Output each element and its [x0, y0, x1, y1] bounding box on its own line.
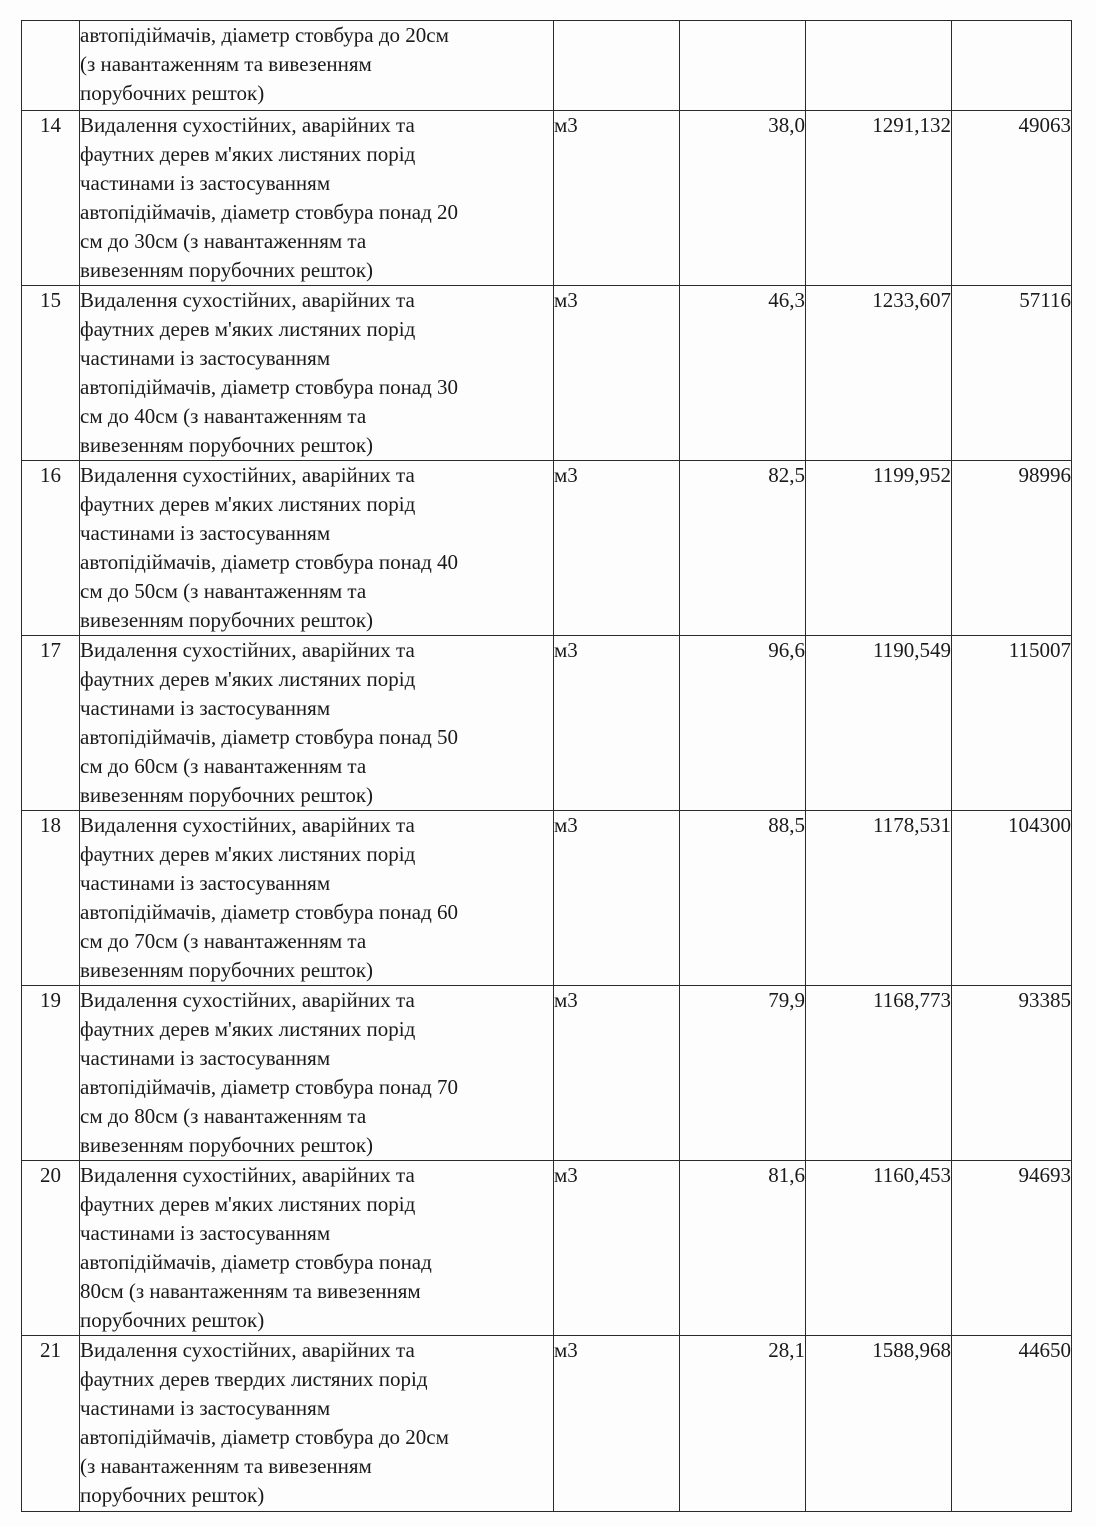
description-line: фаутних дерев м'яких листяних порід: [80, 142, 416, 166]
description-line: вивезенням порубочних решток): [80, 1133, 374, 1157]
work-description-cell: [80, 286, 554, 461]
total-sum-cell: 94693: [952, 1161, 1072, 1336]
row-number-cell: 20: [22, 1161, 80, 1336]
total-sum-cell: [952, 21, 1072, 111]
unit-price-cell: 1168,773: [806, 986, 952, 1161]
row-number-cell: 19: [22, 986, 80, 1161]
description-line: частинами із застосуванням: [80, 1046, 331, 1070]
description-line: частинами із застосуванням: [80, 171, 331, 195]
unit-cell: м3: [554, 1161, 680, 1336]
description-line: см до 80см (з навантаженням та: [80, 1104, 367, 1128]
description-line: автопідіймачів, діаметр стовбура понад 40: [80, 550, 459, 574]
unit-cell: м3: [554, 811, 680, 986]
unit-price-cell: 1291,132: [806, 111, 952, 286]
row-number-cell: 16: [22, 461, 80, 636]
description-line: частинами із застосуванням: [80, 871, 331, 895]
description-line: автопідіймачів, діаметр стовбура понад 30: [80, 375, 459, 399]
description-line: автопідіймачів, діаметр стовбура понад 60: [80, 900, 459, 924]
description-line: (з навантаженням та вивезенням: [80, 52, 372, 76]
row-number-cell: 21: [22, 1336, 80, 1512]
description-line: автопідіймачів, діаметр стовбура понад 20: [80, 200, 459, 224]
total-sum-cell: 57116: [952, 286, 1072, 461]
quantity-cell: 28,1: [680, 1336, 806, 1512]
work-description-cell: [80, 111, 554, 286]
description-line: частинами із застосуванням: [80, 696, 331, 720]
description-line: порубочних решток): [80, 1483, 265, 1507]
row-number-cell: 14: [22, 111, 80, 286]
table-row: [22, 811, 1072, 986]
work-description-cell: [80, 986, 554, 1161]
description-line: см до 30см (з навантаженням та: [80, 229, 367, 253]
unit-price-cell: 1160,453: [806, 1161, 952, 1336]
description-line: фаутних дерев м'яких листяних порід: [80, 1192, 416, 1216]
total-sum-cell: 44650: [952, 1336, 1072, 1512]
work-description-cell: [80, 1161, 554, 1336]
row-number-cell: 18: [22, 811, 80, 986]
quantity-cell: 82,5: [680, 461, 806, 636]
unit-cell: м3: [554, 1336, 680, 1512]
total-sum-cell: 115007: [952, 636, 1072, 811]
description-line: см до 40см (з навантаженням та: [80, 404, 367, 428]
quantity-cell: 81,6: [680, 1161, 806, 1336]
unit-price-cell: 1233,607: [806, 286, 952, 461]
description-line: фаутних дерев м'яких листяних порід: [80, 1017, 416, 1041]
description-line: Видалення сухостійних, аварійних та: [80, 638, 415, 662]
work-description-cell: [80, 636, 554, 811]
unit-cell: [554, 21, 680, 111]
total-sum-cell: 49063: [952, 111, 1072, 286]
table-row: [22, 286, 1072, 461]
description-line: Видалення сухостійних, аварійних та: [80, 113, 415, 137]
description-line: частинами із застосуванням: [80, 521, 331, 545]
description-line: см до 60см (з навантаженням та: [80, 754, 367, 778]
work-description-cell: [80, 811, 554, 986]
description-line: вивезенням порубочних решток): [80, 783, 374, 807]
description-line: (з навантаженням та вивезенням: [80, 1454, 372, 1478]
description-line: Видалення сухостійних, аварійних та: [80, 988, 415, 1012]
table-row: [22, 636, 1072, 811]
row-number-cell: 17: [22, 636, 80, 811]
description-line: 80см (з навантаженням та вивезенням: [80, 1279, 421, 1303]
quantity-cell: [680, 21, 806, 111]
table-row: [22, 986, 1072, 1161]
unit-price-cell: [806, 21, 952, 111]
description-line: см до 50см (з навантаженням та: [80, 579, 367, 603]
description-line: частинами із застосуванням: [80, 346, 331, 370]
unit-cell: м3: [554, 461, 680, 636]
description-line: фаутних дерев твердих листяних порід: [80, 1367, 428, 1391]
description-line: порубочних решток): [80, 81, 265, 105]
quantity-cell: 46,3: [680, 286, 806, 461]
description-line: фаутних дерев м'яких листяних порід: [80, 667, 416, 691]
total-sum-cell: 104300: [952, 811, 1072, 986]
description-line: автопідіймачів, діаметр стовбура до 20см: [80, 1425, 449, 1449]
table-row: [22, 111, 1072, 286]
description-line: Видалення сухостійних, аварійних та: [80, 1163, 415, 1187]
description-line: порубочних решток): [80, 1308, 265, 1332]
work-description-cell: [80, 1336, 554, 1512]
unit-cell: м3: [554, 986, 680, 1161]
table-row: [22, 21, 1072, 111]
unit-cell: м3: [554, 111, 680, 286]
description-line: частинами із застосуванням: [80, 1396, 331, 1420]
description-line: фаутних дерев м'яких листяних порід: [80, 842, 416, 866]
description-line: Видалення сухостійних, аварійних та: [80, 1338, 415, 1362]
row-number-cell: 15: [22, 286, 80, 461]
quantity-cell: 88,5: [680, 811, 806, 986]
description-line: Видалення сухостійних, аварійних та: [80, 288, 415, 312]
description-line: вивезенням порубочних решток): [80, 958, 374, 982]
estimate-table: [21, 20, 1072, 1512]
description-line: автопідіймачів, діаметр стовбура понад: [80, 1250, 432, 1274]
description-line: автопідіймачів, діаметр стовбура понад 50: [80, 725, 459, 749]
unit-price-cell: 1588,968: [806, 1336, 952, 1512]
table-row: [22, 461, 1072, 636]
total-sum-cell: 93385: [952, 986, 1072, 1161]
description-line: вивезенням порубочних решток): [80, 433, 374, 457]
unit-cell: м3: [554, 286, 680, 461]
work-description-cell: [80, 461, 554, 636]
unit-cell: м3: [554, 636, 680, 811]
table-row: [22, 1161, 1072, 1336]
quantity-cell: 96,6: [680, 636, 806, 811]
table-row: [22, 1336, 1072, 1512]
description-line: Видалення сухостійних, аварійних та: [80, 813, 415, 837]
total-sum-cell: 98996: [952, 461, 1072, 636]
quantity-cell: 38,0: [680, 111, 806, 286]
description-line: вивезенням порубочних решток): [80, 258, 374, 282]
description-line: фаутних дерев м'яких листяних порід: [80, 492, 416, 516]
description-line: автопідіймачів, діаметр стовбура понад 70: [80, 1075, 459, 1099]
row-number-cell: [22, 21, 80, 111]
description-line: Видалення сухостійних, аварійних та: [80, 463, 415, 487]
table-body: [22, 21, 1072, 1512]
work-description-cell: [80, 21, 554, 111]
description-line: вивезенням порубочних решток): [80, 608, 374, 632]
description-line: частинами із застосуванням: [80, 1221, 331, 1245]
description-line: фаутних дерев м'яких листяних порід: [80, 317, 416, 341]
unit-price-cell: 1178,531: [806, 811, 952, 986]
unit-price-cell: 1199,952: [806, 461, 952, 636]
description-line: автопідіймачів, діаметр стовбура до 20см: [80, 23, 449, 47]
quantity-cell: 79,9: [680, 986, 806, 1161]
unit-price-cell: 1190,549: [806, 636, 952, 811]
description-line: см до 70см (з навантаженням та: [80, 929, 367, 953]
